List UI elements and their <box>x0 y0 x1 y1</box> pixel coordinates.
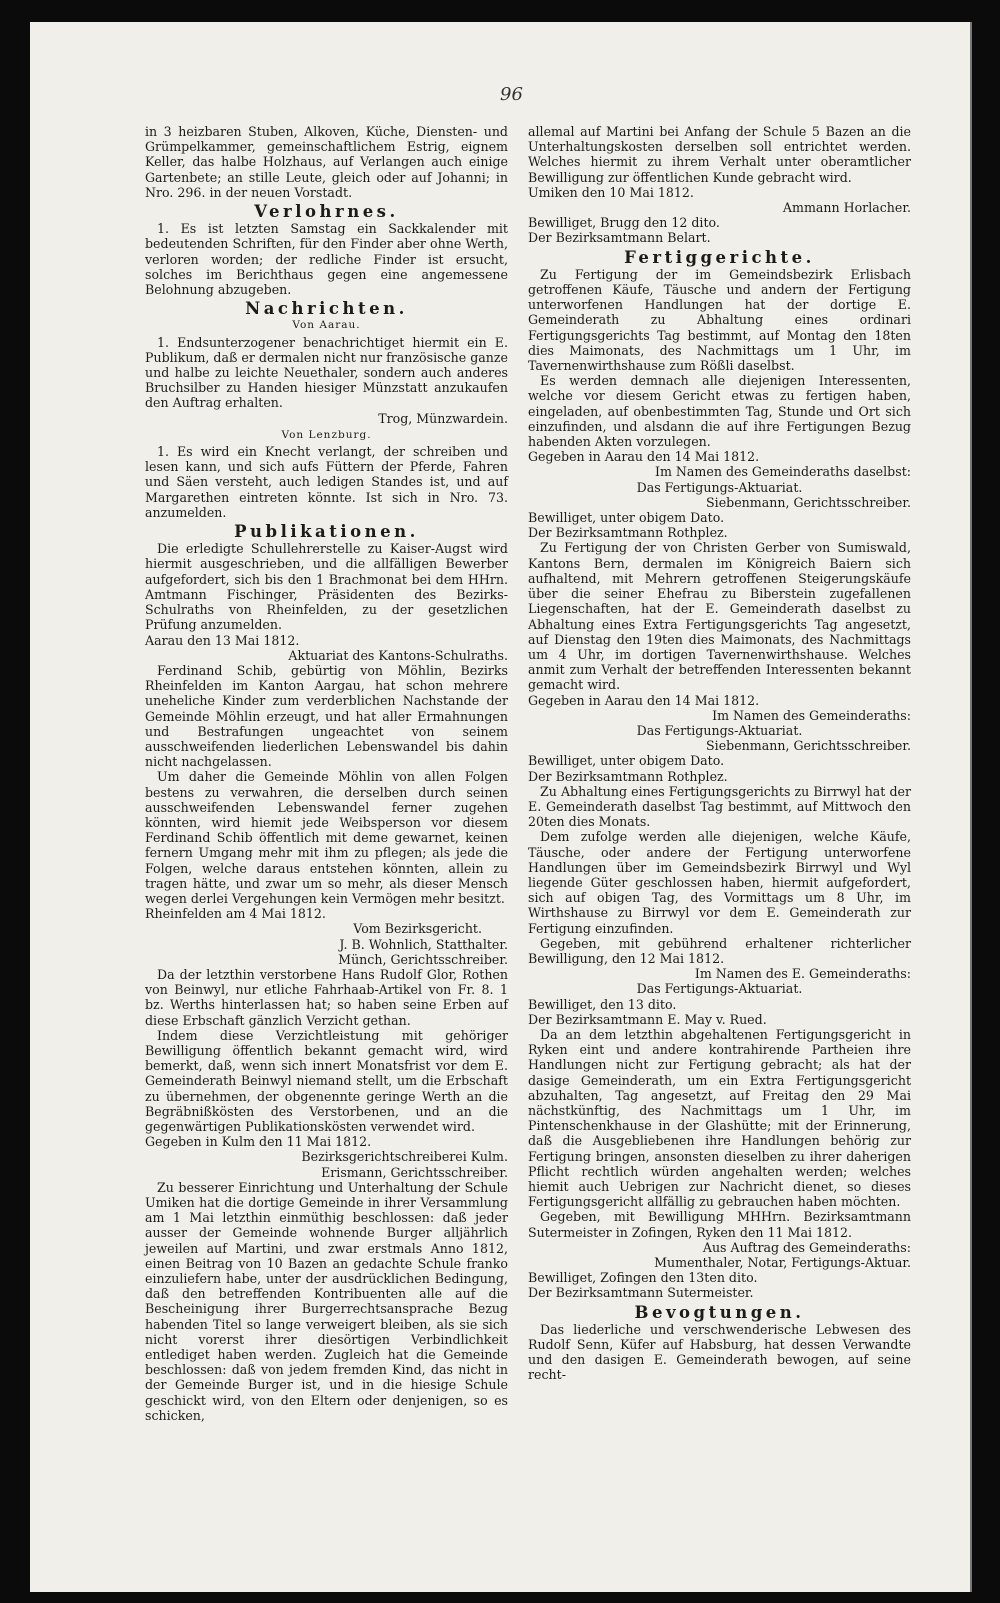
signature: Münch, Gerichtsschreiber. <box>338 951 508 967</box>
signature: Siebenmann, Gerichtsschreiber. <box>706 738 911 754</box>
signature: Ammann Horlacher. <box>782 200 911 216</box>
mint-notice-text: 1. Endsunterzogener benachrichtiget hiermit ein E. Publikum, daß er dermalen nicht nur französische ganze und halbe zu leichte Neuethaler, sondern auch anderes Bruchsilber zu Handen hiesiger Münzstatt anzukaufen den Auftrag erhalten. <box>145 334 508 411</box>
court-notice-text: Gegeben, mit gebührend erhaltener richterlicher Bewilligung, den 12 Mai 1812. <box>528 935 911 966</box>
signature: Trog, Münzwardein. <box>378 410 508 426</box>
court-notice-text: Zu Abhaltung eines Fertigungsgerichts zu Birrwyl hat der E. Gemeinderath daselbst Tag bestimmt, auf Mittwoch den 20ten dies Monats. <box>528 783 911 830</box>
dateline: Umiken den 10 Mai 1812. <box>528 184 694 200</box>
signature: Das Fertigungs-Aktuariat. <box>636 479 803 495</box>
signature: Aus Auftrag des Gemeinderaths: <box>702 1239 911 1255</box>
signature: Im Namen des Gemeinderaths: <box>712 707 911 723</box>
lost-notice-text: 1. Es ist letzten Samstag ein Sackkalender mit bedeutenden Schriften, für den Finder aber ohne Werth, verloren worden; der redliche Finder ist ersucht, solches im Berichthaus gegen eine angemessene Belohnung abzugeben. <box>145 221 508 298</box>
signature: Aktuariat des Kantons-Schulraths. <box>288 647 508 663</box>
approval-line: Bewilliget, den 13 dito. <box>528 996 677 1012</box>
signature: Das Fertigungs-Aktuariat. <box>636 981 803 997</box>
court-notice-text: Da an dem letzthin abgehaltenen Fertigungsgericht in Ryken eint und andere kontrahirende Partheien ihre Handlungen nicht zur Fertigung gebracht; als hat der dasige Gemeinderath, um ein Extra Fertigungsgericht abzuhalten, Tag angesetzt, auf Freitag den 29 Mai nächstkünftig, des Nachmittags um 1 Uhr, im Pintenschenkhause in der Glashütte; mit der Erinnerung, daß die Ausgebliebenen ihre Handlungen behörig zur Fertigung bringen, ansonsten dieselben zu ihrer daherigen Pflicht rechtlich würden angehalten werden; welches hiemit auch Uebrigen zur Nachricht dienet, so dieses Fertigungsgericht allfällig zu gebrauchen haben möchten. <box>528 1026 911 1210</box>
approval-line: Der Bezirksamtmann Belart. <box>528 230 711 246</box>
subheading-aarau: Von Aarau. <box>292 319 361 332</box>
section-heading-publikationen: Publikationen. <box>234 522 419 542</box>
section-heading-fertiggerichte: Fertiggerichte. <box>624 247 815 267</box>
school-vacancy-text: Die erledigte Schullehrerstelle zu Kaiser-Augst wird hiermit ausgeschrieben, und die allfälligen Bewerber aufgefordert, sich bis den 1 Brachmonat bei dem HHrn. Amtmann Fischinger, Präsidenten des Bezirks-Schulraths von Rheinfelden, zu der gesetzlichen Prüfung anzumelden. <box>145 541 508 633</box>
section-heading-nachrichten: Nachrichten. <box>245 299 408 319</box>
signature: Vom Bezirksgericht. <box>353 921 482 937</box>
approval-line: Bewilliget, unter obigem Dato. <box>528 753 725 769</box>
approval-line: Der Bezirksamtmann Rothplez. <box>528 768 728 784</box>
signature: Im Namen des Gemeinderaths daselbst: <box>654 464 911 480</box>
dateline: Aarau den 13 Mai 1812. <box>145 632 300 648</box>
guardianship-notice-text: Das liederliche und verschwenderische Lebwesen des Rudolf Senn, Küfer auf Habsburg, hat dessen Verwandte und den dasigen E. Gemeinderath bewogen, auf seine recht- <box>528 1321 911 1383</box>
warning-notice-text: Ferdinand Schib, gebürtig von Möhlin, Bezirks Rheinfelden im Kanton Aargau, hat schon mehrere uneheliche Kinder zum verderblichen Nachstande der Gemeinde Möhlin erzeugt, und hat aller Ermahnungen und Bestrafungen ungeachtet von seinem ausschweifenden liederlichen Lebenswandel bis dahin nicht nachgelassen. <box>145 662 508 770</box>
signature: Erismann, Gerichtsschreiber. <box>321 1164 508 1180</box>
right-column <box>528 124 911 1383</box>
signature: Das Fertigungs-Aktuariat. <box>636 722 803 738</box>
dateline: Gegeben in Kulm den 11 Mai 1812. <box>145 1134 372 1150</box>
approval-line: Der Bezirksamtmann Rothplez. <box>528 525 728 541</box>
dateline: Gegeben in Aarau den 14 Mai 1812. <box>528 692 760 708</box>
dateline: Rheinfelden am 4 Mai 1812. <box>145 906 326 922</box>
signature: Bezirksgerichtschreiberei Kulm. <box>301 1149 508 1165</box>
left-column <box>145 124 508 1423</box>
approval-line: Bewilliget, Zofingen den 13ten dito. <box>528 1270 758 1286</box>
approval-line: Der Bezirksamtmann E. May v. Rued. <box>528 1011 767 1027</box>
section-heading-bevogtungen: Bevogtungen. <box>634 1302 805 1322</box>
approval-line: Bewilliget, unter obigem Dato. <box>528 510 725 526</box>
court-notice-text: Dem zufolge werden alle diejenigen, welche Käufe, Täusche, oder andere der Fertigung unterworfene Handlungen über im Gemeindsbezirk Birrwyl und Wyl liegende Güter geschlossen haben, hiermit aufgefordert, sich auf obigen Tag, des Vormittags um 8 Uhr, im Wirthshause zu Birrwyl vor dem E. Gemeinderath zur Fertigung einzufinden. <box>528 829 911 936</box>
school-levy-notice-text: Zu besserer Einrichtung und Unterhaltung der Schule Umiken hat die dortige Gemeinde in ihrer Versammlung am 1 Mai letzthin einmüthig beschlossen: daß jeder ausser der Gemeinde wohnende Burger alljährlich jeweilen auf Martini, und zwar erstmals Anno 1812, einen Beitrag von 10 Bazen an gedachte Schule franko einzuliefern habe, unter der ausdrücklichen Bedingung, daß den betreffenden Kontribuenten alle auf die Bescheinigung ihrer Burgerrechtsansprache Bezug habenden Titel so lange verweigert bleiben, als sie sich nicht vorerst ihrer diesörtigen Verbindlichkeit entlediget haben werden. Zugleich hat die Gemeinde beschlossen: daß von jedem fremden Kind, das nicht in der Gemeinde Burger ist, und in die hiesige Schule geschickt wird, von den Eltern oder denjenigen, so es schicken, <box>145 1179 508 1423</box>
section-heading-verlohrnes: Verlohrnes. <box>254 202 399 222</box>
warning-notice-text-cont: Um daher die Gemeinde Möhlin von allen Folgen bestens zu verwahren, die derselben durch seinen ausschweifenden Lebenswandel ferner zugehen könnten, wird hiemit jede Weibsperson vor diesem Ferdinand Schib öffentlich mit deme gewarnet, keinen fernern Umgang mehr mit ihm zu pflegen; als jede die Folgen, welche daraus entstehen könnten, allein zu tragen hätte, und zwar um so mehr, als dieser Mensch wegen derlei Vergehungen kein Vermögen mehr besitzt. <box>145 769 508 906</box>
dateline: Gegeben in Aarau den 14 Mai 1812. <box>528 449 760 465</box>
signature: Mumenthaler, Notar, Fertigungs-Aktuar. <box>654 1255 911 1271</box>
rental-notice-text: in 3 heizbaren Stuben, Alkoven, Küche, Diensten- und Grümpelkammer, gemeinschaftlichem Estrig, eignem Keller, das halbe Holzhaus, auf Verlangen auch einige Gartenbete; an stille Leute, gleich oder auf Johanni; in Nro. 296. in der neuen Vorstadt. <box>145 124 508 200</box>
signature: Im Namen des E. Gemeinderaths: <box>694 966 911 982</box>
court-notice-text: Zu Fertigung der von Christen Gerber von Sumiswald, Kantons Bern, dermalen im Königreich Baiern sich aufhaltend, mit Mehrern getroffenen Steigerungskäufe über die seiner Ehefrau zu Biberstein zugefallenen Liegenschaften, hat der E. Gemeinderath daselbst zu Abhaltung eines Extra Fertigungsgerichts Tag angesetzt, auf Dienstag den 19ten dies Maimonats, des Nachmittags um 4 Uhr, im dortigen Tavernenwirthshause. Welches anmit zum Verhalt der betreffenden Interessenten bekannt gemacht wird. <box>528 540 911 693</box>
court-notice-text: Zu Fertigung der im Gemeindsbezirk Erlisbach getroffenen Käufe, Täusche und andern der Fertigung unterworfenen Handlungen hat der dortige E. Gemeinderath zu Abhaltung eines ordinari Fertigungsgerichts Tag bestimmt, auf Montag den 18ten dies Maimonats, des Nachmittags um 1 Uhr, im Tavernenwirthshause zum Rößli daselbst. <box>528 266 911 374</box>
inheritance-notice-text: Da der letzthin verstorbene Hans Rudolf Glor, Rothen von Beinwyl, nur etliche Fahrhaab-Artikel von Fr. 8. 1 bz. Werths hinterlassen hat; so haben seine Erben auf diese Erbschaft gänzlich Verzicht gethan. <box>145 966 508 1028</box>
servant-notice-text: 1. Es wird ein Knecht verlangt, der schreiben und lesen kann, und sich aufs Füttern der Pferde, Fahren und Säen versteht, auch ledigen Standes ist, und auf Margarethen eintreten könnte. Ist sich in Nro. 73. anzumelden. <box>145 444 508 520</box>
court-notice-text: Gegeben, mit Bewilligung MHHrn. Bezirksamtmann Sutermeister in Zofingen, Ryken den 11 Mai 1812. <box>528 1209 911 1240</box>
signature: J. B. Wohnlich, Statthalter. <box>339 936 508 952</box>
approval-line: Der Bezirksamtmann Sutermeister. <box>528 1285 754 1301</box>
school-levy-continued-text: allemal auf Martini bei Anfang der Schule 5 Bazen an die Unterhaltungskosten derselben soll entrichtet werden. Welches hiermit zu ihrem Verhalt unter oberamtlicher Bewilligung zur öffentlichen Kunde gebracht wird. <box>528 124 911 185</box>
inheritance-notice-text-cont: Indem diese Verzichtleistung mit gehöriger Bewilligung öffentlich bekannt gemacht wird, wird bemerkt, daß, wenn sich innert Monatsfrist vor dem E. Gemeinderath Beinwyl niemand stellt, um die Erbschaft zu übernehmen, der obgenennte geringe Werth an die Begräbnißkösten des Verstorbenen, und an die gegenwärtigen Publikationskösten verwendet wird. <box>145 1027 508 1134</box>
signature: Siebenmann, Gerichtsschreiber. <box>706 494 911 510</box>
page-number: 96 <box>500 84 523 105</box>
court-notice-text: Es werden demnach alle diejenigen Interessenten, welche vor diesem Gericht etwas zu fertigen haben, eingeladen, auf obenbestimmten Tag, Stunde und Ort sich einzufinden, und alsdann die auf ihre Fertigungen Bezug habenden Akten vorzulegen. <box>528 373 911 450</box>
subheading-lenzburg: Von Lenzburg. <box>281 428 372 441</box>
approval-line: Bewilliget, Brugg den 12 dito. <box>528 215 720 231</box>
